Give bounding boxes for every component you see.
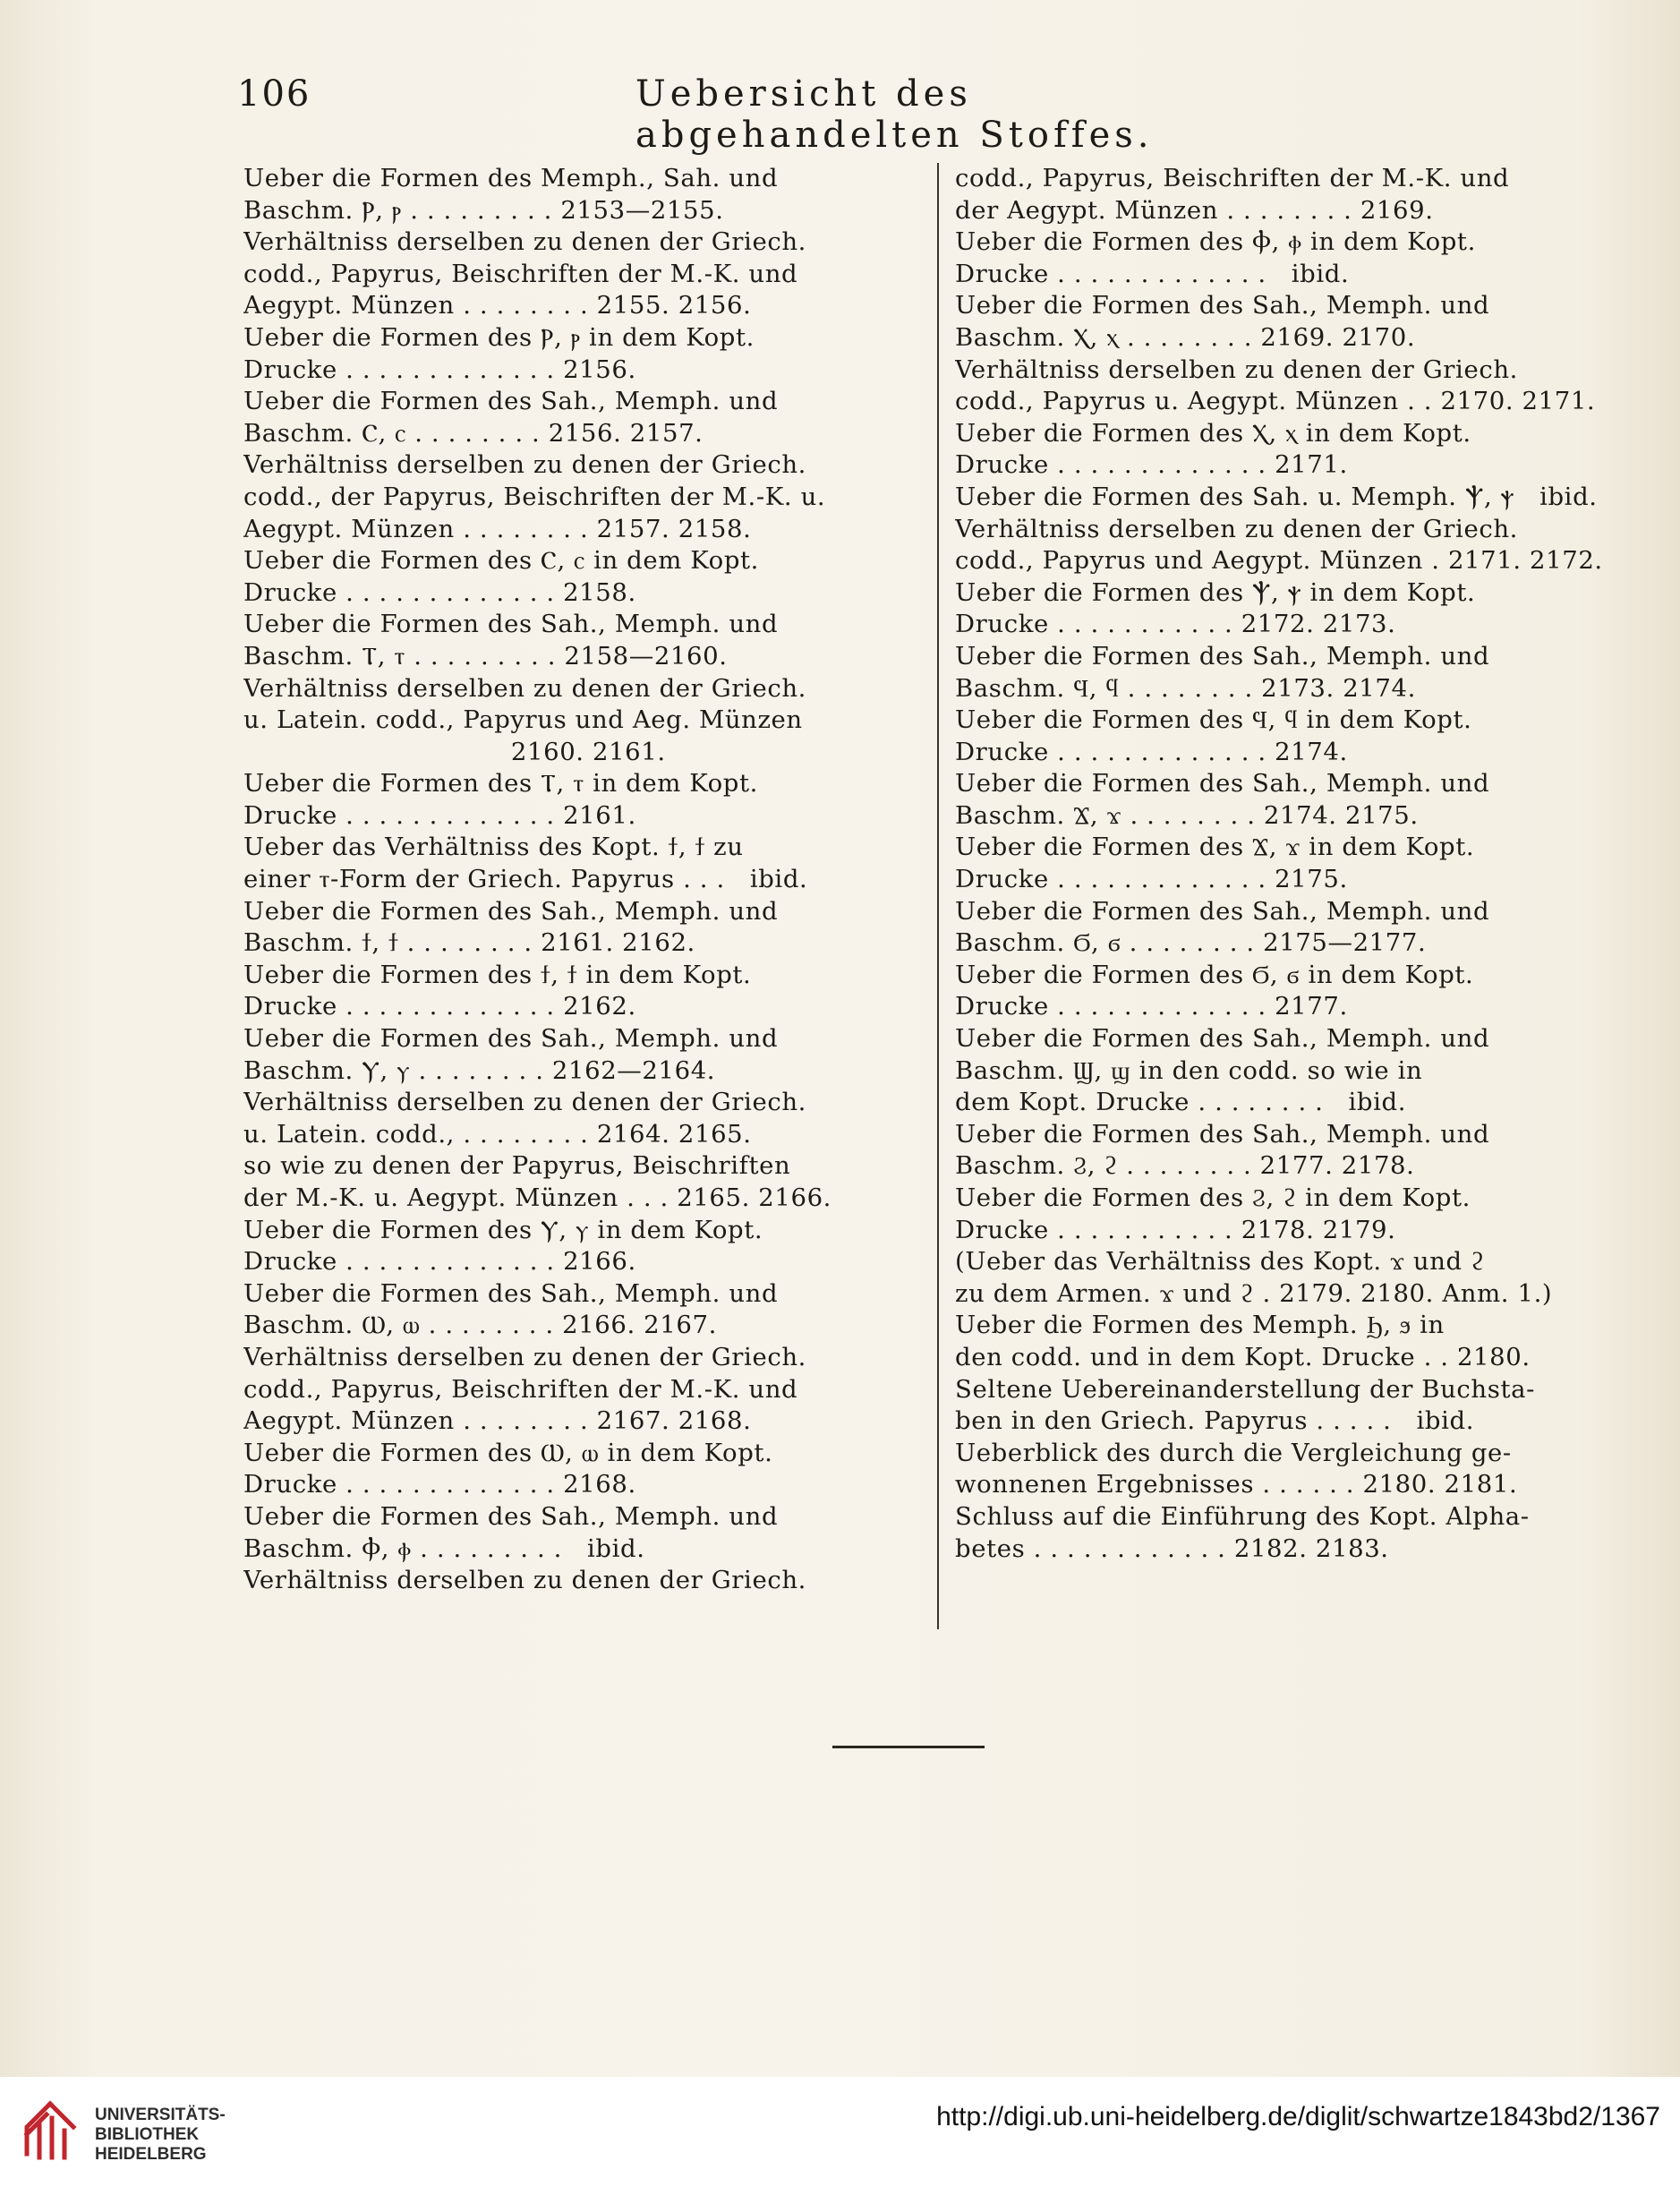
text-line: Ueber die Formen des Memph., Sah. und [243,164,779,192]
library-name-line: HEIDELBERG [95,2145,207,2164]
text-line: Drucke . . . . . . . . . . . . . ibid. [955,259,1350,288]
running-title: Uebersicht des abgehandelten Stoffes. [635,73,1154,156]
text-line: Baschm. ϯ, ϯ . . . . . . . . 2161. 2162. [243,928,695,958]
library-name [95,2106,226,2165]
text-line: Drucke . . . . . . . . . . . . . 2177. [955,992,1348,1021]
text-line: Ueber die Formen des Sah., Memph. und [955,291,1490,320]
text-line: Baschm. Ⲩ, ⲩ . . . . . . . . 2162—2164. [243,1055,716,1085]
text-line: Baschm. Ϩ, ϩ . . . . . . . . 2177. 2178. [955,1151,1415,1181]
text-line: Baschm. Ϭ, ϭ . . . . . . . . 2175—2177. [955,928,1427,958]
text-line: Drucke . . . . . . . . . . . . . 2166. [243,1247,636,1277]
text-line: Ueber die Formen des Ⲥ, ⲥ in dem Kopt. [243,546,760,576]
library-name-line: UNIVERSITÄTS- [95,2106,226,2124]
text-line: wonnenen Ergebnisses . . . . . . 2180. 2181. [955,1470,1518,1499]
text-line: Ueber die Formen des Ϥ, ϥ in dem Kopt. [955,705,1472,735]
text-line: Ueber die Formen des Sah., Memph. und [243,1501,779,1531]
text-line: Baschm. Ⲫ, ⲫ . . . . . . . . . ibid. [243,1533,645,1563]
text-line: Verhältniss derselben zu denen der Griech. [243,1342,806,1371]
text-line: Verhältniss derselben zu denen der Griech. [243,450,806,480]
source-url-link[interactable]: http://digi.ub.uni-heidelberg.de/diglit/schwartze1843bd2/1367 [936,2102,1660,2131]
text-line: u. Latein. codd., . . . . . . . . 2164. 2165. [243,1119,752,1149]
text-line: Ueber die Formen des Ⲯ, ⲯ in dem Kopt. [955,577,1476,607]
text-line: Ueber das Verhältniss des Kopt. ϯ, ϯ zu [243,833,744,862]
text-line: Ueber die Formen des Ⲧ, ⲧ in dem Kopt. [243,769,758,799]
text-line: Ueberblick des durch die Vergleichung ge- [955,1438,1512,1467]
text-line: Baschm. Ⲧ, ⲧ . . . . . . . . . 2158—2160. [243,641,728,671]
text-line: Drucke . . . . . . . . . . . . . 2175. [955,865,1348,894]
text-line: Ueber die Formen des Sah., Memph. und [243,1278,779,1308]
text-line: Ueber die Formen des Ⲫ, ⲫ in dem Kopt. [955,227,1476,257]
ub-heidelberg-logo-icon[interactable] [20,2098,82,2163]
text-line: Ueber die Formen des Sah., Memph. und [243,610,779,639]
text-line: codd., Papyrus, Beischriften der M.-K. und [955,164,1510,192]
text-line: Ueber die Formen des Sah., Memph. und [955,769,1490,799]
text-line: der M.-K. u. Aegypt. Münzen . . . 2165. 2166. [243,1183,832,1212]
text-line: Ueber die Formen des Ϭ, ϭ in dem Kopt. [955,960,1474,989]
text-line: Aegypt. Münzen . . . . . . . . 2167. 2168. [243,1406,752,1436]
text-line: Verhältniss derselben zu denen der Griech. [955,514,1518,543]
text-line: codd., Papyrus und Aegypt. Münzen . 2171. 2172. [955,546,1603,576]
text-line: Ueber die Formen des Ϩ, ϩ in dem Kopt. [955,1183,1471,1212]
text-line: Ueber die Formen des Ⲱ, ⲱ in dem Kopt. [243,1438,773,1467]
text-line: u. Latein. codd., Papyrus und Aeg. Münzen [243,705,803,735]
text-line: Baschm. Ⲥ, ⲥ . . . . . . . . 2156. 2157. [243,418,704,448]
text-line: Ueber die Formen des Sah., Memph. und [955,1119,1490,1149]
right-text-column [955,163,1631,1565]
text-line: Ueber die Formen des Sah., Memph. und [243,387,779,416]
text-line: Ueber die Formen des Ϫ, ϫ in dem Kopt. [955,833,1475,862]
text-line: codd., Papyrus, Beischriften der M.-K. und [243,259,798,288]
text-line: Ueber die Formen des Ⲭ, ⲭ in dem Kopt. [955,418,1471,448]
text-line: Baschm. Ϣ, ϣ in den codd. so wie in [955,1055,1423,1085]
text-line: Verhältniss derselben zu denen der Griech. [243,673,806,703]
text-line: Drucke . . . . . . . . . . . . . 2168. [243,1470,636,1499]
text-line: Drucke . . . . . . . . . . . . . 2162. [243,992,636,1021]
text-line: Ueber die Formen des ϯ, ϯ in dem Kopt. [243,960,752,989]
text-line: (Ueber das Verhältniss des Kopt. ϫ und ϩ [955,1247,1485,1277]
text-line: den codd. und in dem Kopt. Drucke . . 2180. [955,1342,1531,1371]
text-line: codd., Papyrus, Beischriften der M.-K. und [243,1374,798,1404]
text-line: Drucke . . . . . . . . . . . . . 2174. [955,737,1348,766]
text-line: Verhältniss derselben zu denen der Griech. [243,1566,806,1595]
text-line: 2160. 2161. [243,737,666,766]
text-line: Seltene Uebereinanderstellung der Buchsta- [955,1374,1535,1404]
text-line: betes . . . . . . . . . . . . 2182. 2183. [955,1533,1389,1563]
text-line: codd., der Papyrus, Beischriften der M.-K. u. [243,482,826,511]
text-line: Baschm. Ϥ, ϥ . . . . . . . . 2173. 2174. [955,673,1416,703]
text-line: der Aegypt. Münzen . . . . . . . . 2169. [955,195,1434,225]
text-line: Ueber die Formen des Ⲩ, ⲩ in dem Kopt. [243,1215,763,1244]
text-line: Drucke . . . . . . . . . . . . . 2161. [243,800,636,830]
left-text-column [243,163,924,1597]
text-line: Drucke . . . . . . . . . . . 2178. 2179. [955,1215,1396,1244]
end-rule [832,1746,985,1748]
text-line: so wie zu denen der Papyrus, Beischriften [243,1151,791,1181]
text-line: Baschm. Ⲭ, ⲭ . . . . . . . . 2169. 2170. [955,322,1416,352]
text-line: Ueber die Formen des Ⲣ, ⲣ in dem Kopt. [243,322,755,352]
library-name-line: BIBLIOTHEK [95,2125,200,2144]
text-line: Verhältniss derselben zu denen der Griech. [243,227,806,257]
page-number: 106 [237,73,311,115]
text-line: Baschm. Ⲣ, ⲣ . . . . . . . . . 2153—2155. [243,195,724,225]
text-line: Ueber die Formen des Sah., Memph. und [243,1024,779,1054]
text-line: Verhältniss derselben zu denen der Griech. [955,355,1518,384]
text-line: ben in den Griech. Papyrus . . . . . ibid. [955,1406,1475,1436]
library-footer [0,2077,1680,2204]
text-line: codd., Papyrus u. Aegypt. Münzen . . 2170. 2171. [955,387,1596,416]
text-line: Ueber die Formen des Sah., Memph. und [243,896,779,926]
text-line: Drucke . . . . . . . . . . . . . 2158. [243,577,636,607]
text-line: Ueber die Formen des Sah. u. Memph. Ⲯ, ⲯ ibid. [955,482,1598,511]
column-divider [937,163,939,1629]
text-line: dem Kopt. Drucke . . . . . . . . ibid. [955,1088,1407,1117]
text-line: Verhältniss derselben zu denen der Griech. [243,1088,806,1117]
text-line: Drucke . . . . . . . . . . . . . 2156. [243,355,636,384]
text-line: einer ⲧ-Form der Griech. Papyrus . . . ibid. [243,865,808,894]
text-line: Aegypt. Münzen . . . . . . . . 2157. 2158. [243,514,752,543]
text-line: Ueber die Formen des Sah., Memph. und [955,1024,1490,1054]
text-line: Drucke . . . . . . . . . . . 2172. 2173. [955,610,1396,639]
text-line: Baschm. Ϫ, ϫ . . . . . . . . 2174. 2175. [955,800,1419,830]
text-line: Drucke . . . . . . . . . . . . . 2171. [955,450,1348,480]
text-line: Ueber die Formen des Sah., Memph. und [955,896,1490,926]
text-line: Aegypt. Münzen . . . . . . . . 2155. 2156. [243,291,752,320]
text-line: Ueber die Formen des Memph. Ϧ, ϧ in [955,1311,1445,1340]
text-line: Baschm. Ⲱ, ⲱ . . . . . . . . 2166. 2167. [243,1311,717,1340]
page-header [237,73,1307,156]
text-line: zu dem Armen. ϫ und ϩ . 2179. 2180. Anm. 1.) [955,1278,1553,1308]
text-line: Schluss auf die Einführung des Kopt. Alpha- [955,1501,1530,1531]
text-line: Ueber die Formen des Sah., Memph. und [955,641,1490,671]
